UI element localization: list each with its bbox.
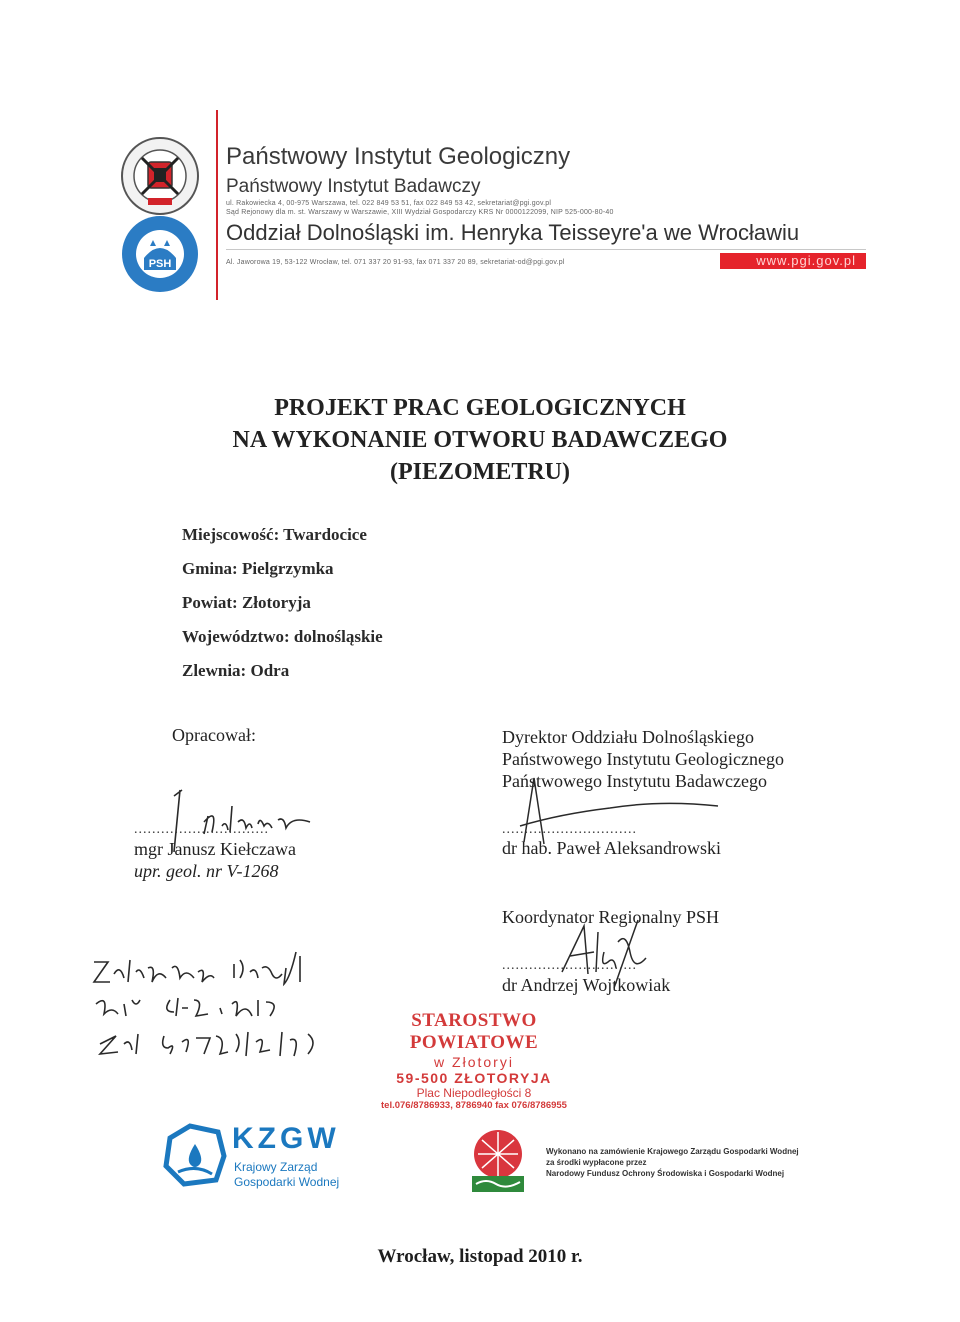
location-wojewodztwo: Województwo: dolnośląskie [182, 627, 383, 646]
author-name: mgr Janusz Kiełczawa [134, 839, 296, 859]
author-license: upr. geol. nr V-1268 [134, 861, 279, 881]
location-gmina: Gmina: Pielgrzymka [182, 559, 334, 578]
title-line-3: (PIEZOMETRU) [390, 459, 570, 485]
prepared-by-label: Opracował: [172, 725, 256, 745]
institute-registry: Sąd Rejonowy dla m. st. Warszawy w Warszawie, XIII Wydział Gospodarczy KRS Nr 0000122099, NIP 525-000-80-40 [226, 209, 614, 216]
branch-divider [226, 249, 866, 250]
location-powiat: Powiat: Złotoryja [182, 593, 311, 612]
director-signature-line: .............................. [502, 822, 637, 837]
starostwo-stamp [356, 1010, 592, 1111]
location-zlewnia: Zlewnia: Odra [182, 661, 290, 680]
header-divider [216, 110, 218, 300]
institute-subtitle: Państwowy Instytut Badawczy [226, 176, 481, 197]
stamp-office: STAROSTWO POWIATOWE [409, 1010, 539, 1053]
coordinator-name: dr Andrzej Wojtkowiak [502, 975, 671, 995]
psh-badge-logo [120, 214, 200, 294]
stamp-postal: 59-500 ZŁOTORYJA [396, 1070, 552, 1086]
director-title-3: Państwowego Instytutu Badawczego [502, 771, 767, 791]
website-link[interactable]: www.pgi.gov.pl [756, 253, 856, 268]
kzgw-subtitle-2: Gospodarki Wodnej [234, 1175, 340, 1189]
website-banner [720, 253, 866, 269]
pig-seal-logo [120, 136, 200, 216]
kzgw-title: KZGW [232, 1122, 340, 1155]
kzgw-subtitle-1: Krajowy Zarząd [234, 1160, 318, 1174]
stamp-town: w Złotoryi [434, 1054, 514, 1070]
funding-line-1: Wykonano na zamówienie Krajowego Zarządu Gospodarki Wodnej [546, 1147, 799, 1156]
location-miejscowosc: Miejscowość: Twardocice [182, 525, 367, 544]
stamp-phone: tel.076/8786933, 8786940 fax 076/8786955 [381, 1100, 567, 1111]
branch-address: Al. Jaworowa 19, 53-122 Wrocław, tel. 071 337 20 91-93, fax 071 337 20 89, sekretariat-od@pgi.gov.pl [226, 259, 565, 266]
svg-text:PSH: PSH [148, 258, 172, 270]
coordinator-title: Koordynator Regionalny PSH [502, 907, 719, 927]
location-block [182, 518, 383, 688]
kzgw-subtitle [234, 1160, 339, 1190]
director-title-1: Dyrektor Oddziału Dolnośląskiego [502, 727, 754, 747]
place-and-date: Wrocław, listopad 2010 r. [377, 1246, 583, 1267]
author-signature-line: .............................. [134, 822, 269, 837]
coordinator-signature-line: .............................. [502, 958, 637, 973]
funding-note [546, 1146, 799, 1179]
institute-name: Państwowy Instytut Geologiczny [226, 143, 571, 170]
title-line-1: PROJEKT PRAC GEOLOGICZNYCH [274, 395, 686, 421]
handwritten-approval-note [86, 938, 336, 1073]
branch-name: Oddział Dolnośląski im. Henryka Teisseyre'a we Wrocławiu [226, 220, 800, 245]
document-title [0, 392, 960, 488]
funding-line-2: za środki wypłacone przez [546, 1158, 647, 1167]
nfosigw-logo [468, 1124, 528, 1199]
funding-line-3: Narodowy Fundusz Ochrony Środowiska i Gospodarki Wodnej [546, 1169, 785, 1178]
director-title-2: Państwowego Instytutu Geologicznego [502, 749, 784, 769]
stamp-street: Plac Niepodległości 8 [416, 1086, 532, 1100]
director-name: dr hab. Paweł Aleksandrowski [502, 838, 721, 858]
institute-address: ul. Rakowiecka 4, 00-975 Warszawa, tel. 022 849 53 51, fax 022 849 53 42, sekretariat@pgi.gov.pl [226, 200, 552, 207]
title-line-2: NA WYKONANIE OTWORU BADAWCZEGO [232, 427, 728, 453]
kzgw-map-logo [160, 1120, 230, 1195]
